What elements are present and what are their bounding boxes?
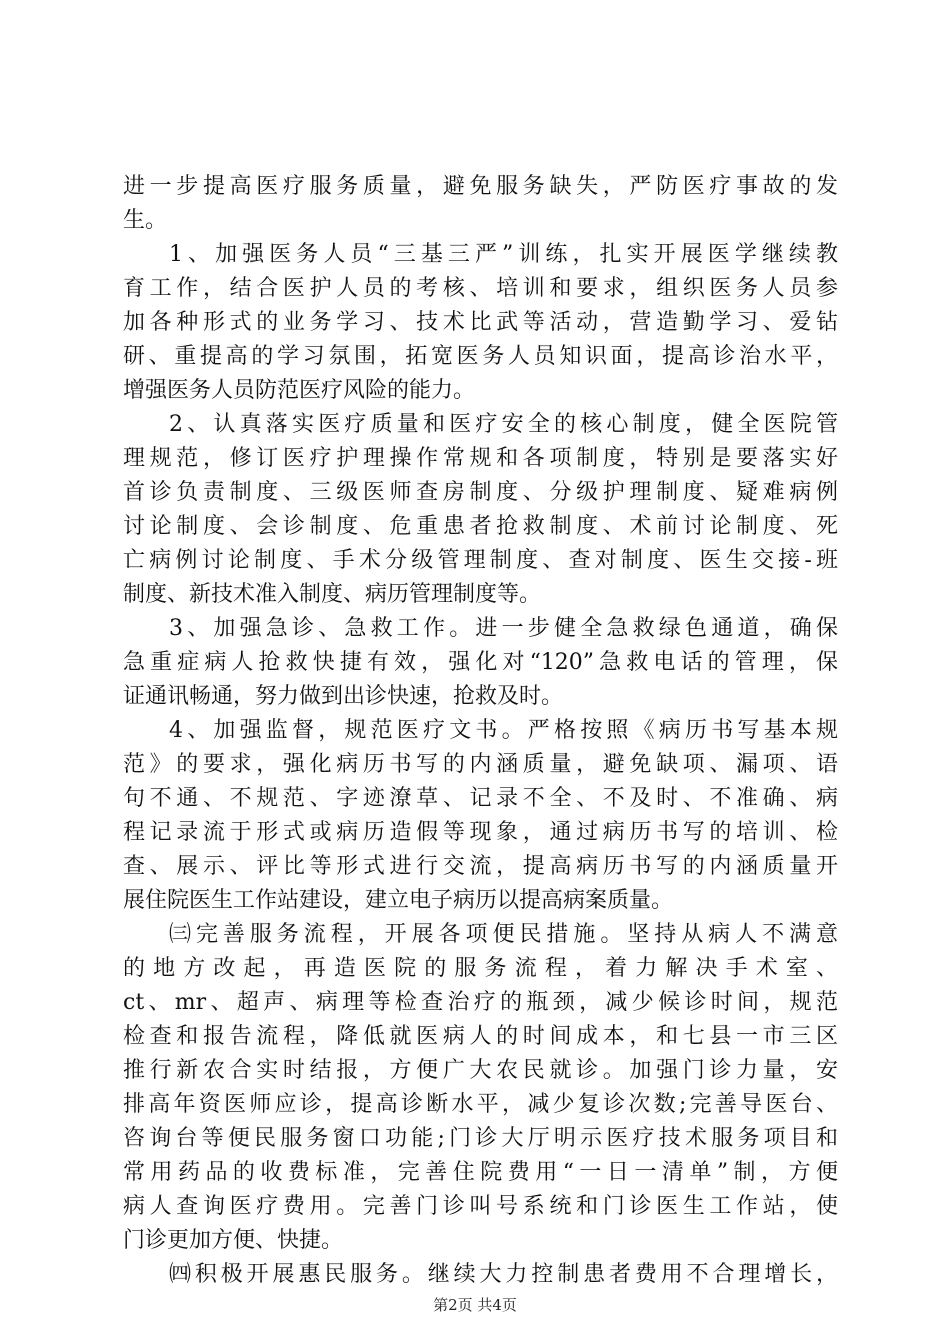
body-text <box>123 170 838 1292</box>
text-line: 急重症病人抢救快捷有效，强化对“120”急救电话的管理，保 <box>123 650 838 675</box>
text-line: ㈢完善服务流程，开展各项便民措施。坚持从病人不满意 <box>169 922 838 947</box>
text-line: 进一步提高医疗服务质量，避免服务缺失，严防医疗事故的发 <box>123 174 838 199</box>
text-line: 首诊负责制度、三级医师查房制度、分级护理制度、疑难病例 <box>123 480 838 505</box>
text-line: 推行新农合实时结报，方便广大农民就诊。加强门诊力量，安 <box>123 1058 838 1083</box>
text-line: 证通讯畅通，努力做到出诊快速，抢救及时。 <box>123 684 564 709</box>
text-line: ㈣积极开展惠民服务。继续大力控制患者费用不合理增长， <box>169 1262 838 1287</box>
text-line: 1、加强医务人员“三基三严”训练，扎实开展医学继续教 <box>169 242 838 267</box>
text-line: 育工作，结合医护人员的考核、培训和要求，组织医务人员参 <box>123 276 838 301</box>
text-line: 展住院医生工作站建设，建立电子病历以提高病案质量。 <box>123 888 674 913</box>
text-line: 4、加强监督，规范医疗文书。严格按照《病历书写基本规 <box>169 718 838 743</box>
text-line: 的地方改起，再造医院的服务流程，着力解决手术室、 <box>123 956 838 981</box>
text-line: 门诊更加方便、快捷。 <box>123 1228 344 1253</box>
text-line: 检查和报告流程，降低就医病人的时间成本，和七县一市三区 <box>123 1024 838 1049</box>
text-line: 增强医务人员防范医疗风险的能力。 <box>123 378 476 403</box>
text-line: 2、认真落实医疗质量和医疗安全的核心制度，健全医院管 <box>169 412 838 437</box>
text-line: 范》的要求，强化病历书写的内涵质量，避免缺项、漏项、语 <box>123 752 838 777</box>
text-line: 讨论制度、会诊制度、危重患者抢救制度、术前讨论制度、死 <box>123 514 838 539</box>
text-line: 排高年资医师应诊，提高诊断水平，减少复诊次数;完善导医台、 <box>123 1092 838 1117</box>
text-line: 研、重提高的学习氛围，拓宽医务人员知识面，提高诊治水平， <box>123 344 838 369</box>
text-line: 制度、新技术准入制度、病历管理制度等。 <box>123 582 542 607</box>
text-line: 病人查询医疗费用。完善门诊叫号系统和门诊医生工作站，使 <box>123 1194 838 1219</box>
text-line: 常用药品的收费标准，完善住院费用“一日一清单”制，方便 <box>123 1160 838 1185</box>
page-footer: 第2页 共4页 <box>433 1296 517 1314</box>
text-line: 咨询台等便民服务窗口功能;门诊大厅明示医疗技术服务项目和 <box>123 1126 838 1151</box>
text-line: 句不通、不规范、字迹潦草、记录不全、不及时、不准确、病 <box>123 786 838 811</box>
text-line: 加各种形式的业务学习、技术比武等活动，营造勤学习、爱钻 <box>123 310 838 335</box>
text-line: 亡病例讨论制度、手术分级管理制度、查对制度、医生交接-班 <box>123 548 838 573</box>
text-line: 理规范，修订医疗护理操作常规和各项制度，特别是要落实好 <box>123 446 838 471</box>
text-line: 生。 <box>123 208 168 233</box>
text-line: 3、加强急诊、急救工作。进一步健全急救绿色通道，确保 <box>169 616 838 641</box>
text-line: 程记录流于形式或病历造假等现象，通过病历书写的培训、检 <box>123 820 838 845</box>
text-line: ct、mr、超声、病理等检查治疗的瓶颈，减少候诊时间，规范 <box>123 990 838 1015</box>
text-line: 查、展示、评比等形式进行交流，提高病历书写的内涵质量开 <box>123 854 838 879</box>
